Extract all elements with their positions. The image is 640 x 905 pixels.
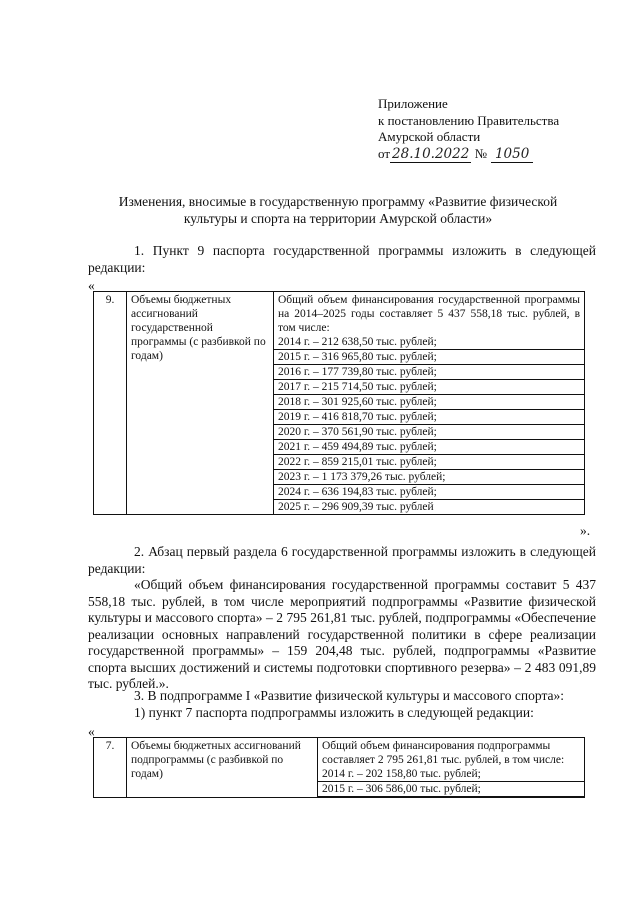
funding-year-line: 2021 г. – 459 494,89 тыс. рублей; (274, 440, 584, 455)
funding-year-line: 2025 г. – 296 909,39 тыс. рублей (278, 501, 434, 513)
paragraph-3: 3. В подпрограмме I «Развитие физической культуры и массового спорта»: (134, 688, 564, 703)
document-title (80, 193, 596, 227)
funding-year-line: 2015 г. – 316 965,80 тыс. рублей; (274, 350, 584, 365)
header-line-resolution: к постановлению Правительства (378, 112, 560, 128)
paragraph-1: 1. Пункт 9 паспорта государственной программы изложить в следующей редакции: (88, 243, 596, 275)
handwritten-date: 28.10.2022 (392, 145, 470, 162)
row-label: Объемы бюджетных ассигнований подпрограммы (с разбивкой по годам) (127, 738, 318, 798)
title-line-1: Изменения, вносимые в государственную программу «Развитие физической (118, 194, 558, 209)
close-quote-1: ». (580, 523, 591, 538)
funding-year-line: 2016 г. – 177 739,80 тыс. рублей; (274, 365, 584, 380)
funding-intro: Общий объем финансирования государственной программы на 2014–2025 годы составляет 5 437 558,18 тыс. рублей, в том числе: (278, 294, 580, 334)
header-from: от (378, 145, 391, 161)
funding-year-line: 2022 г. – 859 215,01 тыс. рублей; (274, 455, 584, 470)
header-date-line (378, 146, 559, 163)
row-number: 7. (94, 738, 127, 798)
funding-year-line: 2020 г. – 370 561,90 тыс. рублей; (274, 425, 584, 440)
row-number: 9. (94, 292, 127, 515)
title-line-2: культуры и спорта на территории Амурской области» (183, 211, 493, 226)
table-subprogram-funding (93, 737, 585, 798)
funding-years-list (322, 767, 580, 797)
handwritten-number: 1050 (491, 146, 533, 163)
row-label: Объемы бюджетных ассигнований государственной программы (с разбивкой по годам) (127, 292, 274, 515)
paragraph-2: 2. Абзац первый раздела 6 государственной программы изложить в следующей редакции: (88, 544, 596, 576)
header-number-sign: № (474, 145, 487, 161)
open-quote-1: « (88, 278, 95, 293)
funding-year-line: 2023 г. – 1 173 379,26 тыс. рублей; (274, 470, 584, 485)
paragraph-2-quote: «Общий объем финансирования государственной программы составит 5 437 558,18 тыс. рублей, в том числе мероприятий подпрограммы «Развитие физической культуры и массового спорта» – 2 795 261,81 тыс. рублей, подпрограммы «Обеспечение реализации основных направлений государственной политики в сфере реализации государственной программы» – 159 204,48 тыс. рублей, подпрограммы «Развитие спорта высших достижений и системы подготовки спортивного резерва» – 2 483 091,89 тыс. рублей.». (88, 577, 596, 691)
row-content (318, 738, 585, 798)
header-line-appendix: Приложение (378, 96, 448, 111)
funding-year-line: 2018 г. – 301 925,60 тыс. рублей; (274, 395, 584, 410)
funding-year-line: 2014 г. – 212 638,50 тыс. рублей; (274, 335, 584, 350)
approval-header (378, 96, 559, 162)
funding-intro: Общий объем финансирования подпрограммы составляет 2 795 261,81 тыс. рублей, в том числе: (322, 740, 565, 766)
header-line-region: Амурской области (378, 129, 481, 144)
funding-year-line: 2019 г. – 416 818,70 тыс. рублей; (274, 410, 584, 425)
table-row (94, 292, 585, 515)
funding-year-line: 2017 г. – 215 714,50 тыс. рублей; (274, 380, 584, 395)
paragraph-3-item-1: 1) пункт 7 паспорта подпрограммы изложить в следующей редакции: (134, 705, 534, 720)
table-row (94, 738, 585, 798)
row-content (274, 292, 585, 515)
funding-year-line: 2014 г. – 202 158,80 тыс. рублей; (318, 767, 584, 782)
funding-year-line: 2015 г. – 306 586,00 тыс. рублей; (318, 782, 584, 797)
funding-years-list (278, 335, 580, 514)
funding-year-line: 2024 г. – 636 194,83 тыс. рублей; (274, 485, 584, 500)
table-program-funding (93, 291, 585, 515)
open-quote-2: « (88, 724, 95, 739)
